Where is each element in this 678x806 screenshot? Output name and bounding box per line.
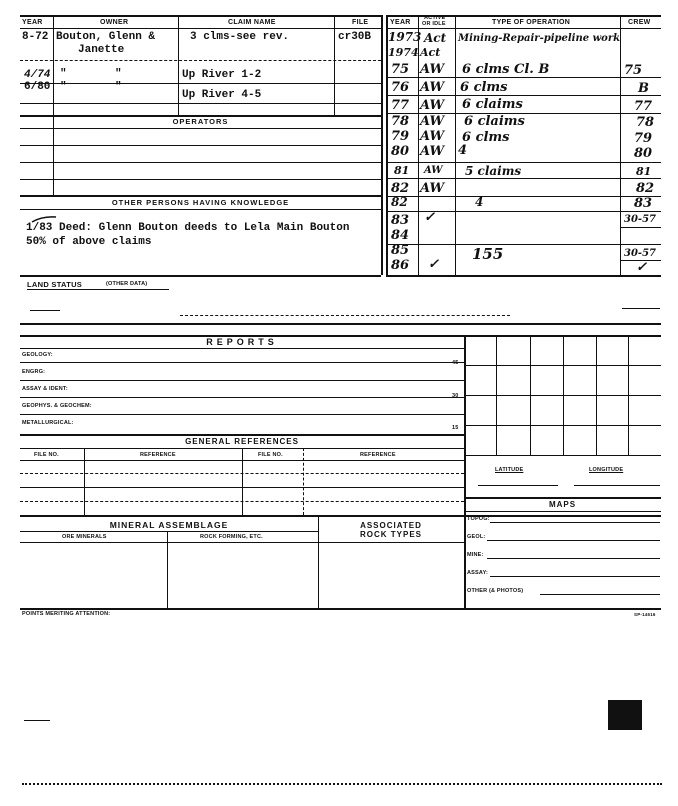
- ops-row-status: AW: [420, 98, 445, 113]
- deed-note-line1: 1/83 Deed: Glenn Bouton deeds to Lela Main Bouton: [26, 222, 350, 234]
- pen-mark: [30, 214, 60, 224]
- owner-row-claim: 3 clms-see rev.: [190, 31, 290, 43]
- ops-header-year: YEAR: [390, 19, 411, 26]
- ops-row-year: 81: [394, 164, 410, 177]
- ops-row-type: 6 claims: [462, 97, 523, 112]
- ops-row-crew: 82: [636, 181, 655, 196]
- deed-note-line2: 50% of above claims: [26, 236, 152, 248]
- ops-row-year: 1974: [388, 46, 419, 59]
- ops-header-type: TYPE OF OPERATION: [492, 19, 571, 26]
- ops-row-crew: 80: [634, 146, 653, 161]
- report-geophys-label: GEOPHYS. & GEOCHEM:: [22, 403, 92, 409]
- ops-row-year: 78: [391, 114, 410, 129]
- owner-row-owner: ": [115, 68, 122, 80]
- ops-row-status: AW: [420, 114, 445, 129]
- ops-row-type: 6 clms Cl. B: [462, 62, 550, 77]
- owner-row-claim: Up River 4-5: [182, 89, 262, 101]
- ops-row-crew: 83: [634, 196, 653, 211]
- ops-row-year: 76: [391, 80, 410, 95]
- ops-row-status: AW: [420, 80, 445, 95]
- ops-row-crew: 30-57: [624, 248, 656, 259]
- owner-row-owner: ": [115, 81, 122, 93]
- ops-row-status: ✓: [424, 210, 435, 225]
- ops-row-type: 4: [458, 143, 468, 158]
- general-references-title: GENERAL REFERENCES: [185, 437, 299, 446]
- ops-row-type: Mining-Repair-pipeline work: [458, 33, 621, 44]
- report-assay-label: ASSAY & IDENT:: [22, 386, 68, 392]
- land-status-subtitle: (OTHER DATA): [106, 281, 148, 287]
- owner-row-file: cr30B: [338, 31, 372, 43]
- col-header-year: YEAR: [22, 19, 43, 26]
- reports-title: REPORTS: [206, 337, 278, 347]
- map-geol-label: GEOL:: [467, 534, 486, 540]
- ops-row-type: 5 claims: [465, 164, 522, 178]
- owner-row-year: 6/80: [24, 81, 51, 93]
- longitude-label: LONGITUDE: [589, 467, 624, 473]
- ore-minerals-header: ORE MINERALS: [62, 534, 107, 540]
- ops-row-type: 155: [472, 245, 504, 263]
- ref-header-file-no: FILE NO.: [34, 452, 59, 458]
- map-assay-label: ASSAY:: [467, 570, 489, 576]
- points-attention-label: POINTS MERITING ATTENTION:: [22, 611, 111, 617]
- ref-header-reference: REFERENCE: [140, 452, 176, 458]
- ops-row-year: 85: [391, 243, 410, 258]
- ops-row-year: 80: [391, 144, 410, 159]
- ops-row-status: AW: [420, 129, 445, 144]
- ops-row-year: 79: [391, 129, 410, 144]
- ops-header-active: ACTIVE: [424, 15, 446, 21]
- operators-title: OPERATORS: [172, 117, 229, 126]
- ops-row-crew: B: [638, 81, 649, 96]
- form-number: SP-14616: [634, 612, 656, 617]
- report-geology-label: GEOLOGY:: [22, 352, 53, 358]
- ops-row-crew: ✓: [636, 260, 647, 275]
- report-num: 30: [452, 393, 459, 399]
- ops-row-status: AW: [420, 181, 445, 196]
- report-engrg-label: ENGRG:: [22, 369, 46, 375]
- registration-mark: [608, 700, 642, 730]
- latitude-label: LATITUDE: [495, 467, 524, 473]
- ops-row-crew: 77: [634, 99, 653, 114]
- ops-row-status: AW: [420, 62, 445, 77]
- ops-header-crew: CREW: [628, 19, 651, 26]
- ops-row-status: Act: [424, 31, 447, 45]
- ref-header-file-no-2: FILE NO.: [258, 452, 283, 458]
- ops-row-year: 82: [391, 181, 410, 196]
- ops-row-year: 75: [391, 62, 410, 77]
- ops-row-year: 1973: [388, 30, 422, 44]
- rock-forming-header: ROCK FORMING, ETC.: [200, 534, 263, 540]
- ops-row-status: AW: [420, 144, 445, 159]
- report-metallurgical-label: METALLURGICAL:: [22, 420, 74, 426]
- ops-row-status: AW: [424, 165, 443, 176]
- ops-row-year: 77: [391, 98, 410, 113]
- ops-row-year: 86: [391, 258, 410, 273]
- owner-row-owner: ": [60, 68, 67, 80]
- land-status-title: LAND STATUS: [27, 280, 83, 289]
- ops-row-status: Act: [420, 46, 441, 59]
- report-num: 45: [452, 360, 459, 366]
- maps-title: MAPS: [548, 500, 577, 509]
- ops-row-year: 84: [391, 228, 410, 243]
- associated-rock-title-2: ROCK TYPES: [359, 530, 422, 539]
- col-header-claim-name: CLAIM NAME: [228, 19, 276, 26]
- ops-row-crew: 78: [636, 115, 655, 130]
- ops-row-type: 6 clms: [462, 130, 510, 145]
- ops-row-type: 6 clms: [460, 80, 508, 95]
- col-header-file: FILE: [352, 19, 369, 26]
- ops-row-crew: 81: [636, 165, 652, 178]
- ops-row-year: 82: [391, 195, 408, 209]
- owner-row-owner-cont: Janette: [78, 44, 125, 56]
- ops-row-crew: 75: [624, 63, 643, 78]
- report-num: 15: [452, 425, 459, 431]
- ops-row-type: 4: [475, 195, 484, 209]
- ops-row-year: 83: [391, 213, 410, 228]
- other-persons-title: OTHER PERSONS HAVING KNOWLEDGE: [111, 198, 290, 207]
- owner-row-year: 8-72: [22, 31, 49, 43]
- owner-row-owner: ": [60, 81, 67, 93]
- ops-header-idle: OR IDLE: [422, 21, 446, 27]
- map-mine-label: MINE:: [467, 552, 484, 558]
- ops-row-type: 6 claims: [464, 114, 525, 129]
- ops-row-status: ✓: [428, 257, 439, 272]
- owner-row-owner: Bouton, Glenn &: [56, 31, 156, 43]
- owner-row-claim: Up River 1-2: [182, 69, 262, 81]
- map-other-label: OTHER (& PHOTOS): [467, 588, 524, 594]
- associated-rock-title-1: ASSOCIATED: [360, 521, 422, 530]
- owner-row-year: 4/74: [24, 69, 51, 81]
- ops-row-crew: 30-57: [624, 214, 656, 225]
- map-topog-label: TOPOG:: [467, 516, 490, 522]
- ref-header-reference-2: REFERENCE: [360, 452, 396, 458]
- col-header-owner: OWNER: [100, 19, 129, 26]
- mineral-assemblage-title: MINERAL ASSEMBLAGE: [109, 520, 229, 530]
- ops-row-crew: 79: [634, 131, 653, 146]
